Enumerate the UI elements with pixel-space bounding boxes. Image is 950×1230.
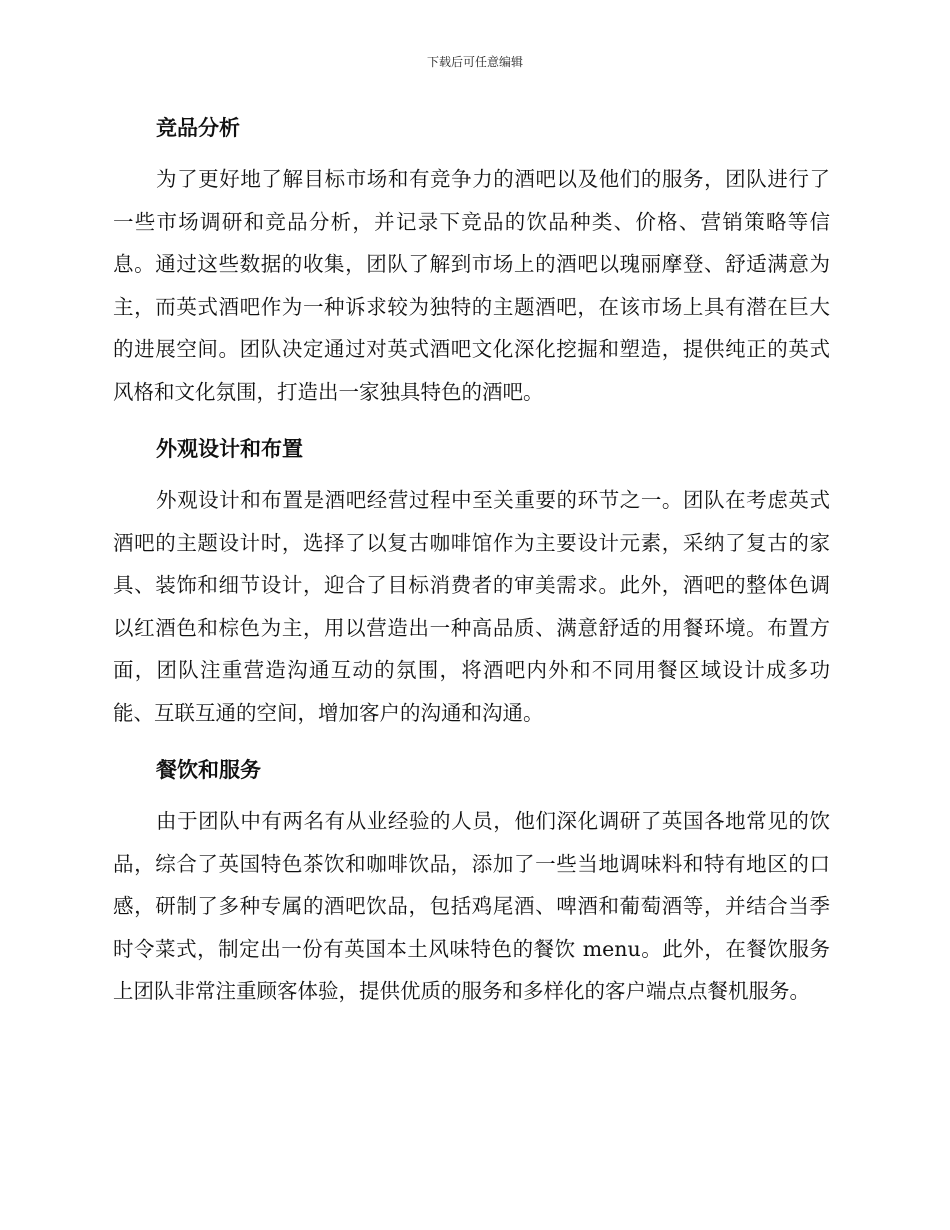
page-header: 下载后可任意编辑 xyxy=(426,55,523,69)
section-paragraph-exterior-design: 外观设计和布置是酒吧经营过程中至关重要的环节之一。团队在考虑英式酒吧的主题设计时，选择了以复古咖啡馆作为主要设计元素，采纳了复古的家具、装饰和细节设计，迎合了目标消费者的审美需求。此外，酒吧的整体色调以红酒色和棕色为主，用以营造出一种高品质、满意舒适的用餐环境。布置方面，团队注重营造沟通互动的氛围，将酒吧内外和不同用餐区域设计成多功能、互联互通的空间，增加客户的沟通和沟通。 xyxy=(113,488,830,725)
section-paragraph-competitor-analysis: 为了更好地了解目标市场和有竞争力的酒吧以及他们的服务，团队进行了一些市场调研和竞品分析，并记录下竞品的饮品种类、价格、营销策略等信息。通过这些数据的收集，团队了解到市场上的酒吧以瑰丽摩登、舒适满意为主，而英式酒吧作为一种诉求较为独特的主题酒吧，在该市场上具有潜在巨大的进展空间。团队决定通过对英式酒吧文化深化挖掘和塑造，提供纯正的英式风格和文化氛围，打造出一家独具特色的酒吧。 xyxy=(113,167,830,404)
section-heading-food-and-service: 餐饮和服务 xyxy=(156,758,261,782)
section-paragraph-food-and-service: 由于团队中有两名有从业经验的人员，他们深化调研了英国各地常见的饮品，综合了英国特色茶饮和咖啡饮品，添加了一些当地调味料和特有地区的口感，研制了多种专属的酒吧饮品，包括鸡尾酒、啤酒和葡萄酒等，并结合当季时令菜式，制定出一份有英国本土风味特色的餐饮 menu。此外，在餐饮服务上团队非常注重顾客体验，提供优质的服务和多样化的客户端点点餐机服务。 xyxy=(113,809,830,1003)
section-heading-exterior-design: 外观设计和布置 xyxy=(156,437,303,461)
document-body xyxy=(113,108,830,1013)
section-heading-competitor-analysis: 竞品分析 xyxy=(156,116,240,140)
